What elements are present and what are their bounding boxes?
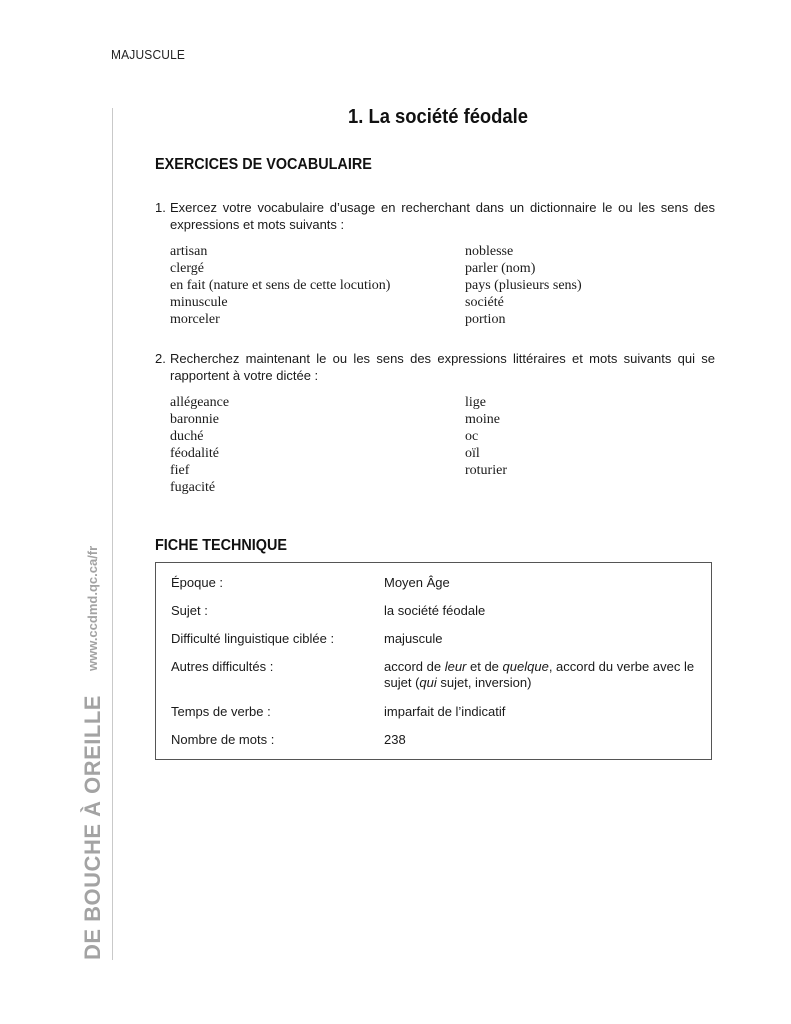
word-item: société bbox=[465, 295, 504, 310]
text-run: , accord du verbe avec le sujet ( bbox=[384, 659, 695, 690]
italic-run: quelque bbox=[502, 659, 549, 674]
word-item: oïl bbox=[465, 446, 480, 461]
fiche-value: imparfait de l’indicatif bbox=[384, 704, 506, 719]
fiche-label: Sujet : bbox=[171, 603, 208, 618]
text-run: sujet, inversion) bbox=[436, 675, 532, 690]
fiche-label: Autres difficultés : bbox=[171, 659, 274, 674]
word-item: allégeance bbox=[170, 395, 230, 410]
word-item: noblesse bbox=[465, 244, 514, 259]
word-item: féodalité bbox=[170, 446, 219, 461]
vocab-heading: EXERCICES DE VOCABULAIRE bbox=[155, 156, 372, 173]
word-item: en fait (nature et sens de cette locution) bbox=[170, 278, 391, 293]
fiche-label: Temps de verbe : bbox=[171, 704, 271, 719]
exercise-1-number: 1. bbox=[155, 200, 166, 215]
fiche-label: Époque : bbox=[171, 575, 224, 590]
word-item: morceler bbox=[170, 312, 220, 327]
sidebar-title: DE BOUCHE À OREILLE bbox=[80, 695, 105, 960]
exercise-1-instruction bbox=[155, 199, 715, 233]
word-item: parler (nom) bbox=[465, 261, 536, 276]
word-item: oc bbox=[465, 429, 479, 444]
italic-run: qui bbox=[419, 675, 437, 690]
exercise-2-text: Recherchez maintenant le ou les sens des expressions littéraires et mots suivants qui se rapportent à votre dictée : bbox=[170, 351, 715, 383]
fiche-label: Nombre de mots : bbox=[171, 732, 275, 747]
text-run: et de bbox=[466, 659, 503, 674]
exercise-2-instruction bbox=[155, 350, 715, 384]
side-rule bbox=[112, 108, 113, 960]
fiche-value: 238 bbox=[384, 732, 406, 747]
word-item: clergé bbox=[170, 261, 204, 276]
word-item: roturier bbox=[465, 463, 507, 478]
word-item: portion bbox=[465, 312, 506, 327]
chapter-title: 1. La société féodale bbox=[348, 106, 528, 128]
word-item: artisan bbox=[170, 244, 208, 259]
fiche-label: Difficulté linguistique ciblée : bbox=[171, 631, 335, 646]
exercise-1-words-right bbox=[465, 243, 582, 328]
word-item: lige bbox=[465, 395, 486, 410]
exercise-2-number: 2. bbox=[155, 351, 166, 366]
word-item: minuscule bbox=[170, 295, 228, 310]
fiche-value: Moyen Âge bbox=[384, 575, 450, 590]
word-item: duché bbox=[170, 429, 204, 444]
word-item: fugacité bbox=[170, 480, 216, 495]
exercise-1-text: Exercez votre vocabulaire d’usage en recherchant dans un dictionnaire le ou les sens des expressions et mots suivants : bbox=[170, 200, 715, 232]
fiche-value: majuscule bbox=[384, 631, 443, 646]
exercise-1-words-left bbox=[170, 243, 390, 328]
exercise-2-words-left bbox=[170, 394, 229, 496]
fiche-technique-box bbox=[155, 562, 712, 760]
fiche-heading: FICHE TECHNIQUE bbox=[155, 537, 288, 554]
text-run: accord de bbox=[384, 659, 445, 674]
word-item: moine bbox=[465, 412, 500, 427]
word-item: pays (plusieurs sens) bbox=[465, 278, 582, 293]
fiche-value: la société féodale bbox=[384, 603, 486, 618]
word-item: fief bbox=[170, 463, 190, 478]
running-head: MAJUSCULE bbox=[111, 47, 186, 62]
italic-run: leur bbox=[444, 659, 467, 674]
exercise-2-words-right bbox=[465, 394, 507, 479]
sidebar-url: www.ccdmd.qc.ca/fr bbox=[85, 545, 100, 672]
sidebar-brand bbox=[80, 546, 106, 960]
word-item: baronnie bbox=[170, 412, 219, 427]
fiche-value bbox=[384, 659, 699, 691]
